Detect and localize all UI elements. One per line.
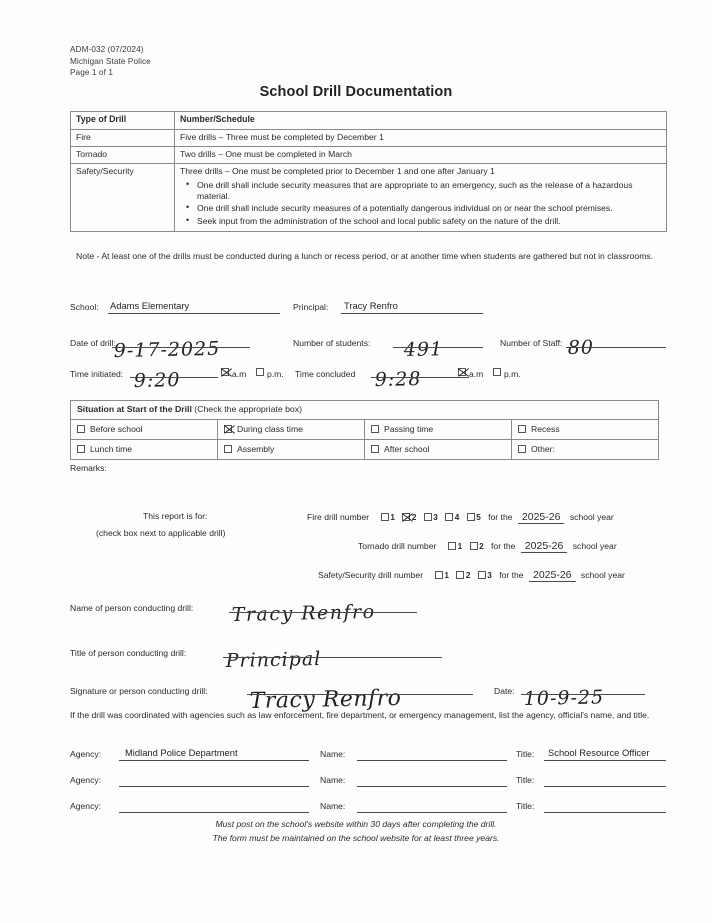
- agency-label-1: Agency:: [70, 749, 102, 759]
- table-row: [71, 420, 659, 440]
- form-meta: [70, 44, 151, 79]
- table-row: [71, 129, 667, 146]
- name-label-2: Name:: [320, 775, 346, 785]
- situation-label: Lunch time: [90, 443, 133, 454]
- safety-drill-school-year-label: school year: [580, 570, 625, 580]
- name-input-line-2[interactable]: [357, 786, 507, 787]
- time-initiated-input-line[interactable]: [130, 377, 218, 378]
- fire-drill-option-1: 1: [390, 513, 395, 522]
- conductor-name-label: Name of person conducting drill:: [70, 603, 194, 613]
- number-of-students-value[interactable]: 491: [403, 338, 444, 361]
- safety-drill-for-the-label: for the: [499, 570, 524, 580]
- list-item: • Seek input from the administration of the school and local public safety on the nature of the drill.: [195, 216, 661, 227]
- agency-label-3: Agency:: [70, 801, 102, 811]
- time-concluded-am-checkbox[interactable]: [458, 368, 466, 376]
- form-number: ADM-032 (07/2024): [70, 45, 144, 54]
- school-label: School:: [70, 302, 99, 312]
- fire-drill-school-year[interactable]: 2025-26: [518, 511, 565, 524]
- date-of-drill-label: Date of drill:: [70, 338, 116, 348]
- agency-label-2: Agency:: [70, 775, 102, 785]
- safety-drill-option-1: 1: [444, 571, 449, 580]
- drill-schedule-safety: [175, 164, 667, 232]
- drill-schedule-tornado: Two drills – One must be completed in March: [175, 146, 667, 163]
- safety-drill-number-label: Safety/Security drill number: [318, 570, 424, 580]
- conductor-title-value[interactable]: Principal: [225, 648, 322, 672]
- fire-drill-option-2: 2: [411, 513, 417, 522]
- fire-drill-checkbox-2[interactable]: [402, 513, 410, 521]
- table-row: [71, 164, 667, 232]
- title-input-line-3[interactable]: [544, 812, 666, 813]
- checkbox-assembly[interactable]: [224, 445, 232, 453]
- tornado-drill-checkbox-2[interactable]: [470, 542, 478, 550]
- school-value[interactable]: Adams Elementary: [110, 300, 190, 311]
- time-initiated-value[interactable]: 9:20: [133, 369, 181, 392]
- remarks-input[interactable]: [120, 463, 660, 493]
- safety-drill-school-year[interactable]: 2025-26: [529, 569, 576, 582]
- principal-value[interactable]: Tracy Renfro: [344, 300, 398, 311]
- checkbox-during-class-time[interactable]: [224, 425, 232, 433]
- time-initiated-pm-label: p.m.: [267, 369, 284, 379]
- tornado-drill-number-row: [358, 540, 617, 553]
- drill-type-tornado: Tornado: [71, 146, 175, 163]
- time-concluded-label: Time concluded: [295, 369, 356, 379]
- tornado-drill-checkbox-1[interactable]: [448, 542, 456, 550]
- column-header-type: Type of Drill: [71, 112, 175, 130]
- situation-label: Other:: [531, 443, 555, 454]
- fire-drill-checkbox-1[interactable]: [381, 513, 389, 521]
- fire-drill-school-year-label: school year: [569, 512, 614, 522]
- situation-label: During class time: [237, 423, 303, 434]
- situation-table: [70, 400, 659, 460]
- name-input-line-3[interactable]: [357, 812, 507, 813]
- safety-drill-option-3: 3: [487, 571, 492, 580]
- fire-drill-number-label: Fire drill number: [307, 512, 370, 522]
- time-initiated-label: Time initiated:: [70, 369, 124, 379]
- page-number: Page 1 of 1: [70, 68, 113, 78]
- signature-date-label: Date:: [494, 686, 515, 696]
- title-label-1: Title:: [516, 749, 535, 759]
- number-of-students-input-line[interactable]: [393, 347, 483, 348]
- situation-option-lunch-time[interactable]: [71, 440, 218, 460]
- conductor-signature-input-line[interactable]: [247, 694, 473, 695]
- page-title: School Drill Documentation: [259, 84, 453, 100]
- checkbox-passing-time[interactable]: [371, 425, 379, 433]
- list-item: • One drill shall include security measures that are appropriate to an emergency, such as the release of a hazardous material.: [195, 180, 661, 203]
- name-input-line-1[interactable]: [357, 760, 507, 761]
- signature-date-input-line[interactable]: [521, 694, 645, 695]
- tornado-drill-option-1: 1: [457, 542, 463, 551]
- signature-date-value[interactable]: 10-9-25: [523, 686, 605, 710]
- situation-label: Before school: [90, 423, 143, 434]
- situation-heading-sub: (Check the appropriate box): [191, 404, 302, 414]
- situation-option-after-school[interactable]: [365, 440, 512, 460]
- tornado-drill-school-year[interactable]: 2025-26: [521, 540, 568, 553]
- fire-drill-for-the-label: for the: [488, 512, 513, 522]
- date-of-drill-input-line[interactable]: [112, 347, 250, 348]
- fire-drill-option-5: 5: [476, 513, 481, 522]
- title-label-3: Title:: [516, 801, 535, 811]
- safety-drill-checkbox-1[interactable]: [435, 571, 443, 579]
- situation-option-during-class-time[interactable]: [218, 420, 365, 440]
- table-header-row: [71, 112, 667, 130]
- list-item: • One drill shall include security measures of a potentially dangerous individual on or near the school premises.: [195, 203, 661, 214]
- title-label-2: Title:: [516, 775, 535, 785]
- fire-drill-checkbox-5[interactable]: [467, 513, 475, 521]
- conductor-name-input-line[interactable]: [229, 612, 417, 613]
- number-of-staff-value[interactable]: 80: [567, 336, 595, 359]
- situation-option-recess[interactable]: [512, 420, 659, 440]
- number-of-students-label: Number of students:: [293, 338, 371, 348]
- tornado-drill-number-label: Tornado drill number: [358, 541, 437, 551]
- name-label-1: Name:: [320, 749, 346, 759]
- title-value-1[interactable]: School Resource Officer: [548, 747, 650, 758]
- issuing-agency: Michigan State Police: [70, 56, 151, 66]
- time-concluded-pm-label: p.m.: [504, 369, 521, 379]
- situation-option-passing-time[interactable]: [365, 420, 512, 440]
- agency-input-line-1[interactable]: [119, 760, 309, 761]
- safety-drill-checkbox-2[interactable]: [456, 571, 464, 579]
- situation-label: Passing time: [384, 423, 434, 434]
- table-row: [71, 440, 659, 460]
- checkbox-before-school[interactable]: [77, 425, 85, 433]
- situation-label: After school: [384, 443, 430, 454]
- time-initiated-am-label: a.m: [232, 369, 247, 379]
- report-for-title: This report is for:: [143, 511, 208, 521]
- situation-heading-text: Situation at Start of the Drill: [77, 404, 192, 414]
- tornado-drill-option-2: 2: [479, 542, 484, 551]
- conductor-signature-value[interactable]: Tracy Renfro: [249, 685, 402, 714]
- fire-drill-option-3: 3: [433, 513, 438, 522]
- checkbox-after-school[interactable]: [371, 445, 379, 453]
- situation-option-assembly[interactable]: [218, 440, 365, 460]
- situation-option-other[interactable]: [512, 440, 659, 460]
- safety-bullet-list: [180, 180, 661, 228]
- number-of-staff-label: Number of Staff:: [500, 338, 563, 348]
- conductor-name-value[interactable]: Tracy Renfro: [231, 600, 376, 626]
- conductor-title-input-line[interactable]: [223, 657, 442, 658]
- school-input-line[interactable]: [108, 313, 280, 314]
- conductor-signature-label: Signature or person conducting drill:: [70, 686, 208, 696]
- remarks-label: Remarks:: [70, 463, 107, 473]
- tornado-drill-for-the-label: for the: [491, 541, 516, 551]
- footer-line-2: The form must be maintained on the school website for at least three years.: [212, 833, 500, 843]
- column-header-schedule: Number/Schedule: [175, 112, 667, 130]
- principal-label: Principal:: [293, 302, 329, 312]
- safety-drill-checkbox-3[interactable]: [478, 571, 486, 579]
- fire-drill-checkbox-4[interactable]: [445, 513, 453, 521]
- principal-input-line[interactable]: [341, 313, 483, 314]
- safety-drill-option-2: 2: [465, 571, 471, 580]
- drill-schedule-fire: Five drills – Three must be completed by December 1: [175, 129, 667, 146]
- time-concluded-value[interactable]: 9:28: [374, 368, 422, 391]
- situation-label: Recess: [531, 423, 560, 434]
- checkbox-other[interactable]: [518, 445, 526, 453]
- situation-label: Assembly: [237, 443, 275, 454]
- schedule-note: Note - At least one of the drills must be conducted during a lunch or recess period, or at another time when students are gathered but not in classrooms.: [76, 251, 654, 261]
- agency-input-line-2[interactable]: [119, 786, 309, 787]
- situation-header-row: [71, 401, 659, 420]
- safety-drill-number-row: [318, 569, 625, 582]
- drill-type-safety: Safety/Security: [71, 164, 175, 232]
- date-of-drill-value[interactable]: 9-17-2025: [113, 337, 221, 362]
- title-input-line-1[interactable]: [544, 760, 666, 761]
- number-of-staff-input-line[interactable]: [566, 347, 666, 348]
- fire-drill-checkbox-3[interactable]: [424, 513, 432, 521]
- time-initiated-am-checkbox[interactable]: [221, 368, 229, 376]
- time-concluded-pm-checkbox[interactable]: [493, 368, 501, 376]
- table-row: [71, 146, 667, 163]
- drill-type-fire: Fire: [71, 129, 175, 146]
- tornado-drill-school-year-label: school year: [572, 541, 617, 551]
- situation-option-before-school[interactable]: [71, 420, 218, 440]
- agency-input-line-3[interactable]: [119, 812, 309, 813]
- checkbox-lunch-time[interactable]: [77, 445, 85, 453]
- agency-value-1[interactable]: Midland Police Department: [125, 747, 238, 758]
- safety-schedule-text: Three drills – One must be completed prior to December 1 and one after January 1: [180, 166, 495, 177]
- report-for-subtitle: (check box next to applicable drill): [96, 528, 226, 538]
- title-input-line-2[interactable]: [544, 786, 666, 787]
- fire-drill-number-row: [307, 511, 614, 524]
- fire-drill-option-4: 4: [454, 513, 460, 522]
- coordination-instructions: If the drill was coordinated with agencies such as law enforcement, fire department, or emergency management, list the agency, official's name, and title.: [70, 710, 650, 720]
- time-initiated-pm-checkbox[interactable]: [256, 368, 264, 376]
- drill-schedule-table: [70, 111, 667, 232]
- checkbox-recess[interactable]: [518, 425, 526, 433]
- time-concluded-input-line[interactable]: [371, 377, 469, 378]
- conductor-title-label: Title of person conducting drill:: [70, 648, 187, 658]
- time-concluded-am-label: a.m: [469, 369, 484, 379]
- situation-heading: [71, 401, 659, 420]
- name-label-3: Name:: [320, 801, 346, 811]
- footer-line-1: Must post on the school's website within 30 days after completing the drill.: [215, 819, 497, 829]
